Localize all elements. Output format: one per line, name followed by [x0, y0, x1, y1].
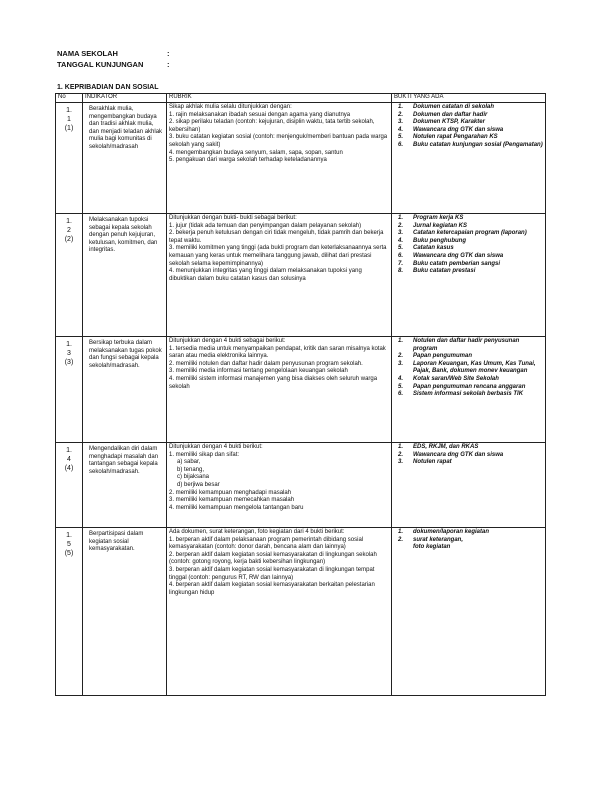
nama-sekolah-colon: :: [167, 49, 170, 58]
row-number-part: 5: [67, 541, 71, 548]
bukti-item-number: 4.: [398, 126, 404, 133]
bukti-item-number: 1.: [398, 215, 404, 221]
bukti-item-number: 1.: [398, 444, 404, 450]
bukti-item-text: Dokumen catatan di sekolah: [413, 104, 495, 110]
nama-sekolah-label: NAMA SEKOLAH: [57, 49, 118, 58]
row-number-part: 1.: [66, 341, 72, 348]
row-number-part: (1): [64, 125, 74, 132]
bukti-cell: [392, 337, 546, 443]
row-number: [56, 103, 83, 214]
bukti-item-number: 2.: [398, 451, 404, 458]
tanggal-kunjungan-colon: :: [167, 60, 170, 69]
rubrik-line: 4. menunjukkan integritas yang tinggi dalam melaksanakan tupoksi yang dibuktikan dalam buku catatan kasus dan solusinya: [169, 268, 362, 282]
bukti-item-text: EDS, RKJM, dan RKAS: [413, 444, 479, 450]
rubrik-line: Ditunjukkan dengan 4 bukti berikut:: [169, 444, 263, 450]
bukti-list: [394, 444, 543, 467]
bukti-item-number: 1.: [398, 338, 404, 344]
bukti-item: [398, 261, 543, 269]
bukti-item-number: 1.: [398, 529, 404, 535]
bukti-item: [398, 142, 543, 150]
rubrik-line: 3. berperan aktif dalam kegiatan sosial kemasyarakatan di lingkungan tempat tinggal (contoh: pengurus RT, RW dan lainnya): [169, 566, 375, 581]
row-number-part: 1.: [66, 447, 72, 454]
bukti-item-text: surat keterangan,: [413, 536, 464, 543]
rubrik-line: 1. rajin melaksanakan ibadah sesuai dengan agama yang dianutnya: [169, 111, 351, 118]
row-number-part: 4: [67, 456, 71, 463]
bukti-item-text: Wawancara dng GTK dan siswa: [413, 451, 504, 458]
bukti-item-text: Dokumen dan daftar hadir: [413, 111, 488, 118]
bukti-item-text: Laporan Keuangan, Kas Umum, Kas Tunai, Pajak, Bank, dokumen monev keuangan: [413, 360, 536, 375]
header-rubrik: RUBRIK: [167, 94, 392, 103]
bukti-item: [398, 268, 543, 276]
rubrik-line: 3. memiliki media informasi tentang pengelolaan keuangan sekolah: [169, 368, 348, 375]
bukti-list: [394, 529, 543, 552]
bukti-item: [398, 253, 543, 261]
bukti-item-number: 6.: [398, 252, 404, 259]
bukti-item-text: Notulen dan daftar hadir penyusunan program: [413, 338, 520, 352]
bukti-item-number: 5.: [398, 134, 404, 141]
bukti-item-number: 2.: [398, 353, 404, 360]
row-number-part: (4): [64, 465, 74, 472]
rubrik-line: 2. bekerja penuh ketulusan dengan ciri tidak mengeluh, tidak pamrih dan bekerja tepat waktu.: [169, 230, 384, 244]
rubrik-cell: [167, 528, 392, 696]
bukti-item: [398, 215, 543, 223]
bukti-item-number: 6.: [398, 391, 404, 398]
rubrik-line: 2. memiliki notulen dan daftar hadir dalam penyusunan program sekolah.: [169, 360, 363, 367]
rubrik-line: d) berjiwa besar: [177, 481, 220, 488]
bukti-cell: [392, 103, 546, 214]
bukti-cell: [392, 443, 546, 528]
row-number: [56, 528, 83, 696]
rubrik-line: 2. sikap perilaku teladan (contoh: kejujuran, disiplin waktu, tata tertib sekolah, kebersihan): [169, 119, 375, 133]
row-number-part: 1.: [66, 218, 72, 225]
bukti-item: [398, 384, 543, 392]
rubrik-line: 4. berperan aktif dalam kegiatan sosial kemasyarakatan berkaitan pelestarian lingkungan hidup: [169, 582, 375, 596]
nama-sekolah-field: [57, 49, 170, 58]
header-no: No: [56, 94, 83, 103]
rubrik-line: 3. memiliki kemampuan memecahkan masalah: [169, 497, 295, 504]
bukti-item: [398, 245, 543, 253]
bukti-item-number: 3.: [398, 360, 404, 367]
table-row: [56, 103, 546, 214]
bukti-cell: [392, 214, 546, 337]
bukti-item: [398, 223, 543, 231]
bukti-item-text: Dokumen KTSP, Karakter: [413, 119, 485, 126]
bukti-item: [398, 444, 543, 452]
bukti-item-text: dokumen/laporan kegiatan: [413, 529, 490, 535]
bukti-item: [398, 104, 543, 112]
bukti-item-text: Papan pengumuman rencana anggaran: [413, 383, 526, 390]
bukti-item-text: Buku penghubung: [413, 237, 466, 244]
rubrik-line: 5. pengakuan dari warga sekolah terhadap keteladanannya: [169, 157, 327, 164]
rubrik-line: 1. berperan aktif dalam pelaksanaan program pemerintah dibidang sosial kemasyarakatan (contoh: donor darah, bencana alam dan lainnya): [169, 536, 364, 551]
bukti-item-number: 2.: [398, 222, 404, 229]
bukti-item-number: 3.: [398, 230, 404, 237]
table-row: [56, 214, 546, 337]
bukti-item-text: foto kegiatan: [413, 544, 451, 551]
indikator-cell: Mengendalikan diri dalam menghadapi masalah dan tantangan sebagai kepala sekolah/madrasah.: [83, 443, 167, 528]
bukti-item-number: 4.: [398, 375, 404, 382]
rubrik-line: 4. mengembangkan budaya senyum, salam, sapa, sopan, santun: [169, 149, 343, 156]
rubrik-line: c) bijaksana: [177, 474, 210, 481]
bukti-item-number: 5.: [398, 383, 404, 390]
section-title: 1. KEPRIBADIAN DAN SOSIAL: [57, 84, 159, 91]
bukti-item-number: 6.: [398, 141, 404, 148]
indikator-cell: Berpartisipasi dalam kegiatan sosial kemasyarakatan.: [83, 528, 167, 696]
bukti-item-number: 1.: [398, 104, 404, 110]
bukti-item: [398, 376, 543, 384]
rubrik-line: 4. memiliki kemampuan mengelola tantangan baru: [169, 504, 304, 511]
bukti-item-number: [398, 544, 413, 552]
bukti-item-text: Sistem informasi sekolah berbasis TIK: [413, 391, 524, 398]
bukti-item: [398, 127, 543, 135]
bukti-item: [398, 537, 543, 545]
indikator-cell: Bersikap terbuka dalam melaksanakan tugas pokok dan fungsi sebagai kepala sekolah/madrasah.: [83, 337, 167, 443]
table-row: [56, 443, 546, 528]
bukti-list: [394, 215, 543, 276]
bukti-item-text: Papan pengumuman: [413, 353, 473, 360]
bukti-cell: [392, 528, 546, 696]
indikator-cell: Melaksanakan tupoksi sebagai kepala sekolah dengan penuh kejujuran, ketulusan, komitmen, dan integritas.: [83, 214, 167, 337]
rubrik-line: b) tenang,: [177, 466, 205, 473]
tanggal-kunjungan-field: [57, 60, 170, 69]
bukti-item: [398, 134, 543, 142]
bukti-item: [398, 391, 543, 399]
bukti-item-number: 3.: [398, 459, 404, 466]
header-indikator: INDIKATOR: [83, 94, 167, 103]
rubrik-cell: [167, 443, 392, 528]
bukti-item-text: Program kerja KS: [413, 215, 464, 221]
tanggal-kunjungan-label: TANGGAL KUNJUNGAN: [57, 60, 144, 69]
bukti-list: [394, 338, 543, 399]
rubrik-line: 1. memiliki sikap dan sifat:: [169, 451, 240, 458]
rubrik-line: a) sabar,: [177, 459, 201, 466]
bukti-item: [398, 459, 543, 467]
bukti-item-text: Notulen rapat Pengarahan KS: [413, 134, 498, 141]
bukti-item-text: Jurnal kegiatan KS: [413, 222, 468, 229]
row-number: [56, 337, 83, 443]
row-number: [56, 214, 83, 337]
bukti-item-number: 5.: [398, 245, 404, 252]
row-number: [56, 443, 83, 528]
table-row: [56, 528, 546, 696]
row-number-part: 3: [67, 350, 71, 357]
bukti-item-text: Catatan ketercapaian program (laporan): [413, 230, 527, 237]
rubrik-line: 3. memiliki komitmen yang tinggi (ada bukti program dan keterlaksanaannya serta kemauan yang keras untuk memelihara tanggung jawab, dilihat dari prestasi sekolah selama kepemimpinannya): [169, 245, 387, 267]
bukti-item: [398, 361, 543, 376]
rubric-table: [55, 93, 546, 696]
bukti-item-number: 7.: [398, 260, 404, 267]
rubrik-line: Sikap akhlak mulia selalu ditunjukkan dengan:: [169, 104, 292, 110]
table-body: [56, 103, 546, 696]
rubrik-line: Ditunjukkan dengan bukti- bukti sebagai berikut:: [169, 215, 297, 221]
rubrik-line: Ada dokumen, surat keterangan, foto kegiatan dari 4 bukti berikut:: [169, 529, 345, 535]
rubrik-line: 4. memiliki sistem informasi manajemen yang bisa diakses oleh seluruh warga sekolah: [169, 375, 378, 390]
bukti-item-text: Kotak saran/Web Site Sekolah: [413, 375, 499, 382]
bukti-item-number: 4.: [398, 237, 404, 244]
bukti-item: [398, 338, 543, 353]
bukti-item-text: Wawancara dng GTK dan siswa: [413, 252, 504, 259]
rubrik-line: 3. buku catatan kegiatan sosial (contoh: menjenguk/memberi bantuan pada warga sekolah yang sakit): [169, 134, 388, 148]
bukti-item: [398, 230, 543, 238]
row-number-part: 2: [67, 227, 71, 234]
bukti-item: [398, 544, 543, 552]
bukti-item-number: 3.: [398, 119, 404, 126]
bukti-item-text: Buku catatan prestasi: [413, 268, 476, 275]
row-number-part: (5): [64, 550, 74, 557]
rubrik-line: 1. tersedia media untuk menyampaikan pendapat, kritik dan saran misalnya kotak saran atau media elektronika lainnya.: [169, 345, 386, 360]
rubrik-cell: [167, 103, 392, 214]
bukti-item: [398, 529, 543, 537]
bukti-item: [398, 119, 543, 127]
bukti-item-text: Buku catatan kunjungan sosial (Pengamatan): [413, 141, 543, 148]
table-row: [56, 337, 546, 443]
header-bukti: BUKTI YANG ADA: [392, 94, 546, 103]
bukti-item-text: Buku catatn pemberian sangsi: [413, 260, 501, 267]
row-number-part: (2): [64, 236, 74, 243]
bukti-list: [394, 104, 543, 150]
bukti-item: [398, 353, 543, 361]
row-number-part: (3): [64, 359, 74, 366]
rubrik-line: 1. jujur (tidak ada temuan dan penyimpangan dalam pelayanan sekolah): [169, 222, 362, 229]
row-number-part: 1: [67, 116, 71, 123]
row-number-part: 1.: [66, 107, 72, 114]
bukti-item-number: 8.: [398, 268, 404, 275]
bukti-item: [398, 112, 543, 120]
rubrik-line: Ditunjukkan dengan 4 bukti sebagai berikut:: [169, 338, 286, 344]
table-header-row: [56, 94, 546, 103]
rubrik-cell: [167, 337, 392, 443]
bukti-item: [398, 238, 543, 246]
rubrik-line: 2. berperan aktif dalam kegiatan sosial kemasyarakatan di lingkungan sekolah (contoh: gotong royong, kerja bakti kebersihan lingkungan): [169, 551, 377, 566]
bukti-item-number: 2.: [398, 536, 404, 543]
rubrik-cell: [167, 214, 392, 337]
bukti-item-number: 2.: [398, 111, 404, 118]
rubrik-line: 2. memiliki kemampuan menghadapi masalah: [169, 489, 292, 496]
bukti-item: [398, 452, 543, 460]
bukti-item-text: Catatan kasus: [413, 245, 454, 252]
row-number-part: 1.: [66, 532, 72, 539]
indikator-cell: Berakhlak mulia, mengembangkan budaya dan tradisi akhlak mulia, dan menjadi teladan akhlak mulia bagi komunitas di sekolah/madrasah: [83, 103, 167, 214]
bukti-item-text: Notulen rapat: [413, 459, 452, 466]
bukti-item-text: Wawancara dng GTK dan siswa: [413, 126, 504, 133]
